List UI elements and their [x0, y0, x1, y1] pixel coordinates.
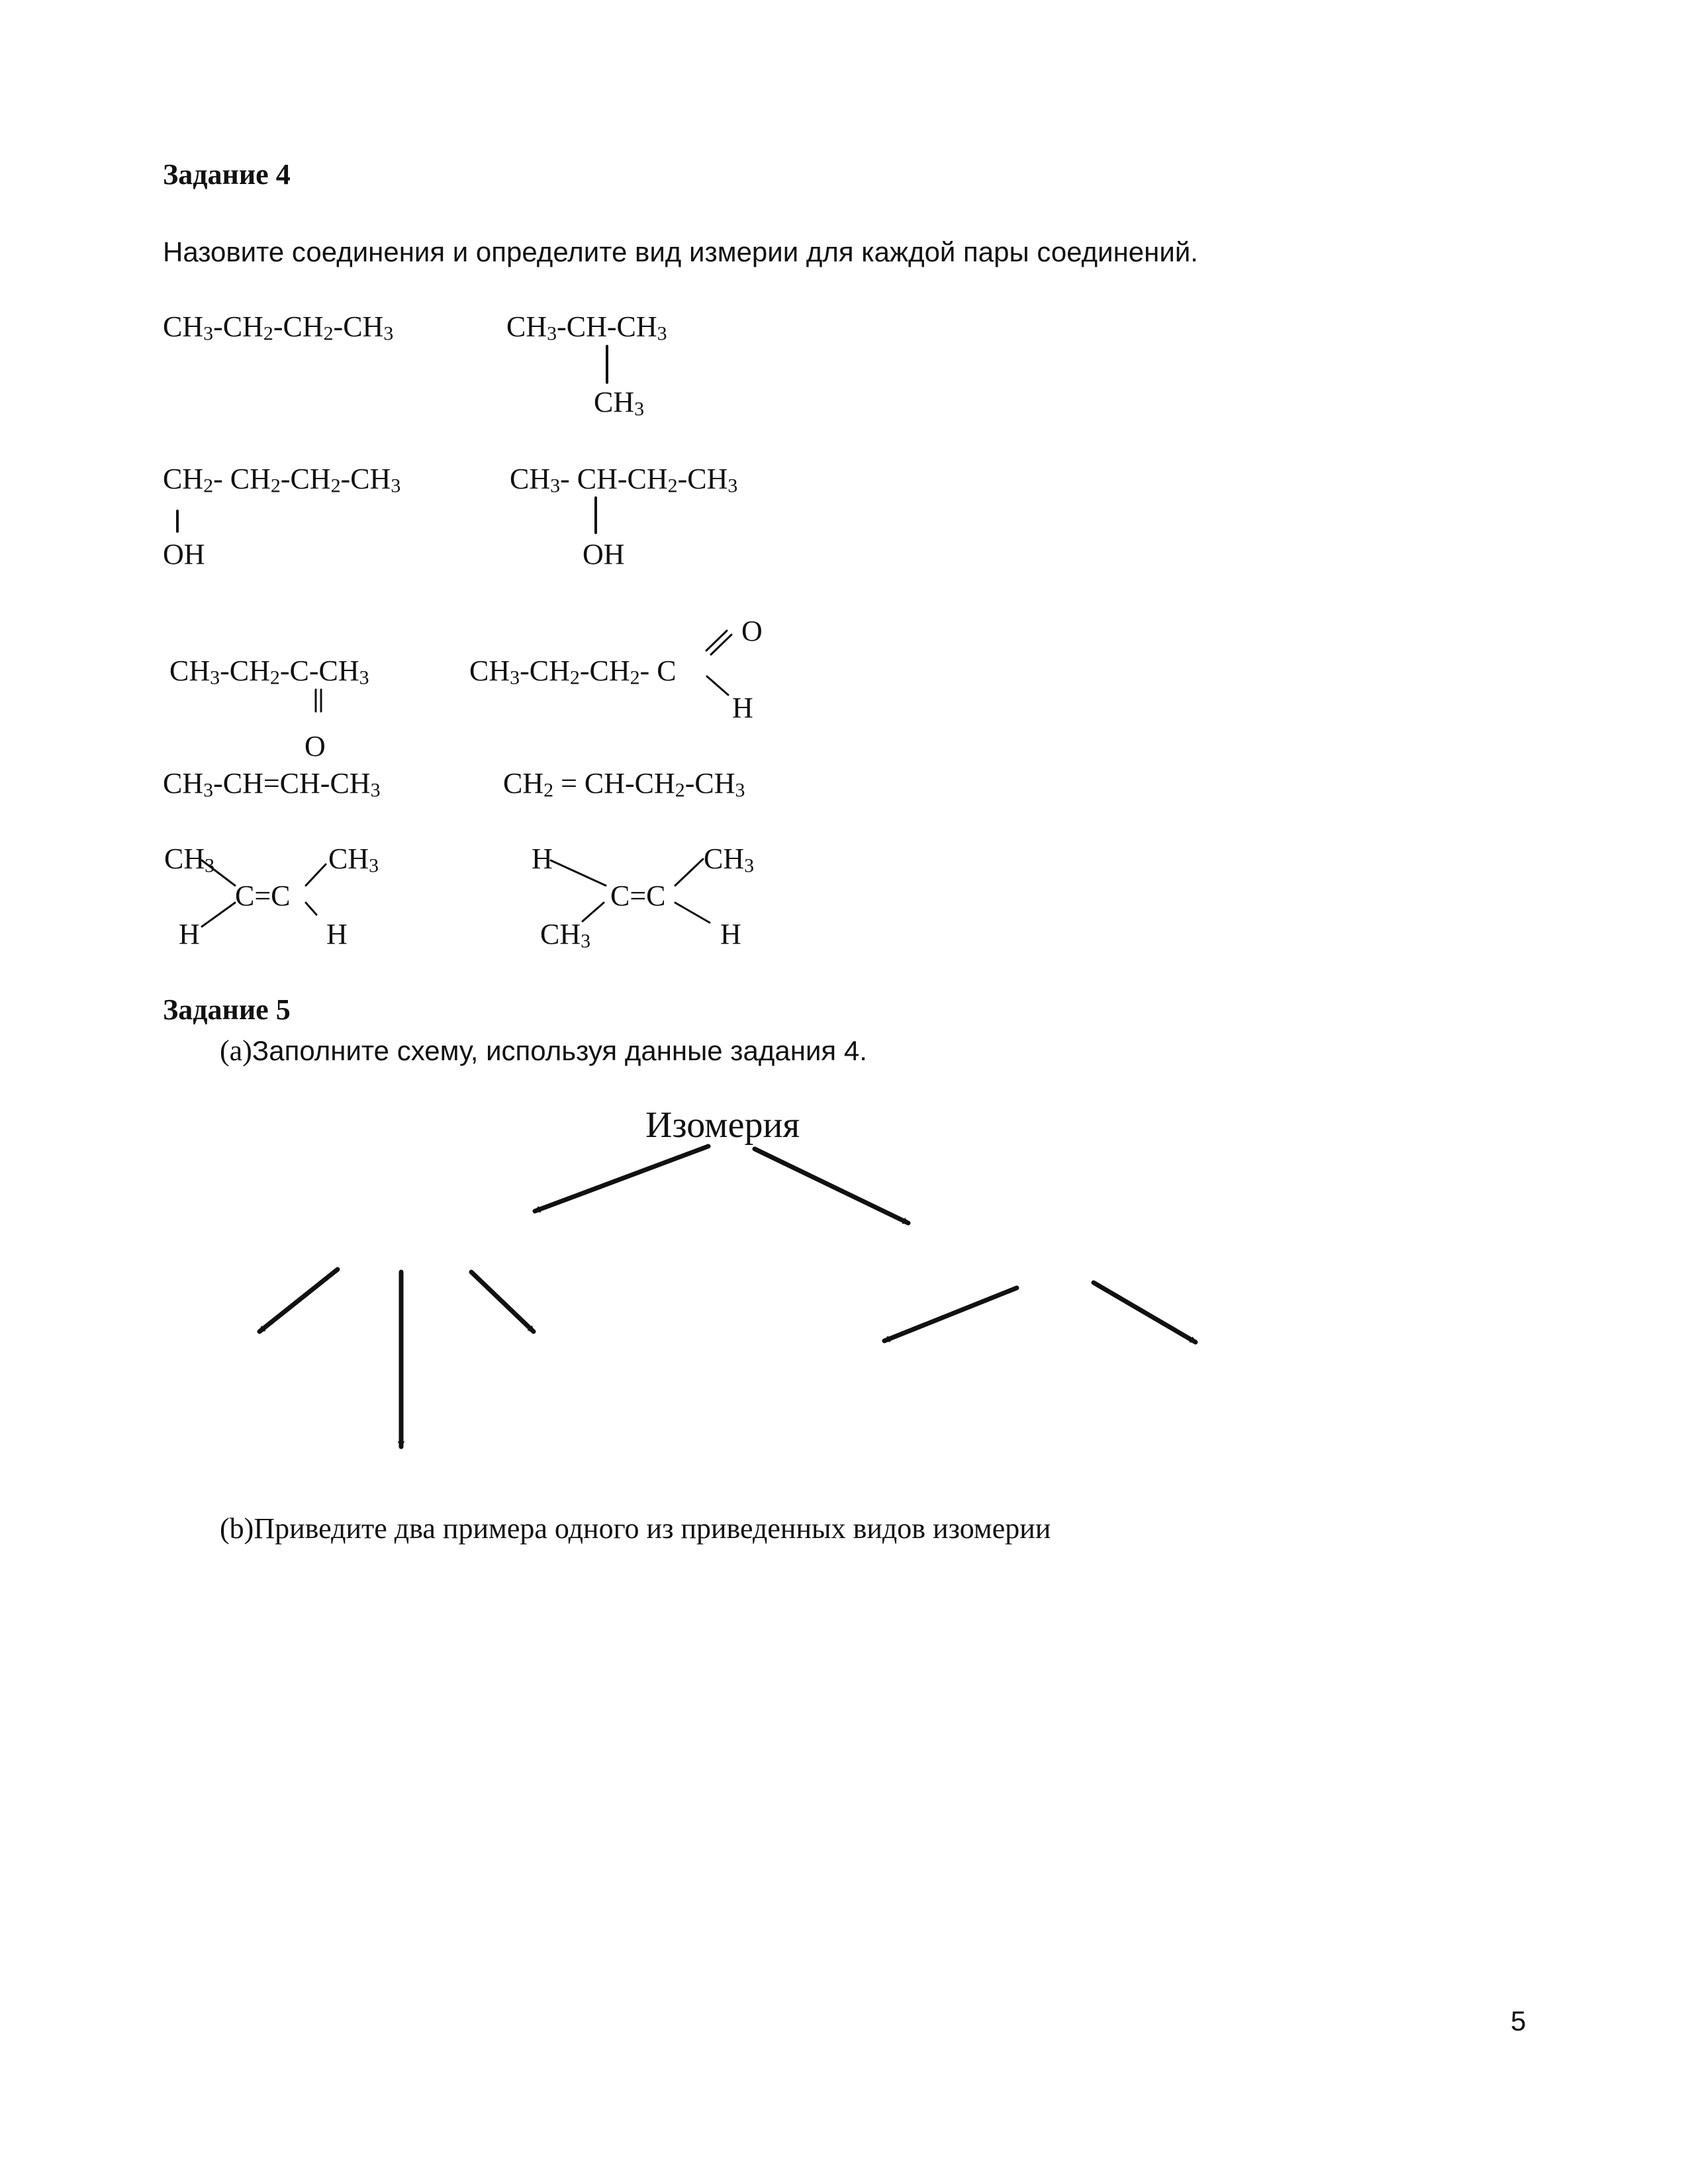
trans-double-bond: C=C [610, 880, 666, 912]
cis-bottom-left-h: H [179, 918, 200, 950]
butanone-formula: $CH_3-CH_2-C-CH_3$ [169, 655, 369, 689]
part-b-text: Приведите два примера одного из приведенных видов изомерии [254, 1512, 1051, 1545]
scheme-arrow-left-1 [259, 1269, 338, 1332]
scheme-arrow-right-1 [884, 1288, 1017, 1341]
butene-1-formula: $CH_2 = CH-CH_2-CH_3$ [503, 767, 745, 801]
trans-bottom-right-h: H [720, 918, 741, 950]
cis-top-left-ch3: $CH_3$ [164, 842, 215, 877]
page-number: 5 [1511, 2005, 1526, 2036]
task4-instruction: Назовите соединения и определите вид измерии для каждой пары соединений. [163, 236, 1198, 267]
trans-bond-bottom-right [675, 903, 710, 923]
scheme-arrow-root-right [755, 1149, 908, 1223]
cis-top-right-ch3: $CH_3$ [328, 842, 379, 877]
butanal-oxygen: O [741, 615, 763, 647]
trans-bond-top-left [551, 860, 606, 886]
trans-bond-top-right [675, 859, 703, 886]
butanal-hydrogen: H [732, 692, 753, 724]
butanol-2-formula: $CH_3-$ $CH-CH_2-CH_3$ [510, 463, 738, 497]
isobutane-branch: $CH_3$ [594, 386, 645, 420]
butanal-co-bond-a [706, 631, 727, 651]
butene-2-formula: $CH_3-CH=CH-CH_3$ [163, 767, 381, 801]
trans-bottom-left-ch3: $CH_3$ [540, 918, 591, 952]
cis-bottom-right-h: H [326, 918, 348, 950]
part-b-marker: (b) [220, 1512, 254, 1545]
task5-heading: Задание 5 [163, 993, 291, 1026]
butanal-formula: $CH_3-CH_2-CH_2-$ C [469, 655, 677, 689]
trans-bond-bottom-left [583, 903, 604, 921]
scheme-arrow-left-3 [471, 1272, 534, 1332]
scheme-arrow-right-2 [1094, 1283, 1196, 1342]
butane-formula: $CH_3-CH_2-CH_2-CH_3$ [163, 310, 394, 345]
part-a-marker: (a) [220, 1034, 252, 1067]
butanol-1-oh: OH [163, 538, 205, 570]
scheme-arrow-root-left [535, 1146, 708, 1211]
cis-bond-bottom-right [306, 903, 316, 915]
butanol-1-formula: $CH_2-$ $CH_2-CH_2-CH_3$ [163, 463, 401, 497]
cis-double-bond: C=C [235, 880, 291, 912]
butanone-oxygen: O [305, 730, 326, 762]
part-a-text: Заполните схему, используя данные задания 4. [252, 1035, 867, 1066]
isomerism-root-label: Изомерия [645, 1105, 800, 1146]
trans-top-right-ch3: $CH_3$ [704, 842, 755, 877]
butanol-2-oh: OH [583, 538, 625, 570]
butanal-co-bond-b [711, 635, 731, 655]
cis-bond-top-left [202, 860, 235, 886]
trans-top-left-h: H [532, 842, 553, 875]
butanal-ch-bond [707, 676, 728, 695]
cis-bond-top-right [306, 864, 326, 886]
task4-heading: Задание 4 [163, 158, 291, 191]
isobutane-main-chain: $CH_3-CH-CH_3$ [506, 310, 667, 345]
cis-bond-bottom-left [202, 903, 235, 927]
